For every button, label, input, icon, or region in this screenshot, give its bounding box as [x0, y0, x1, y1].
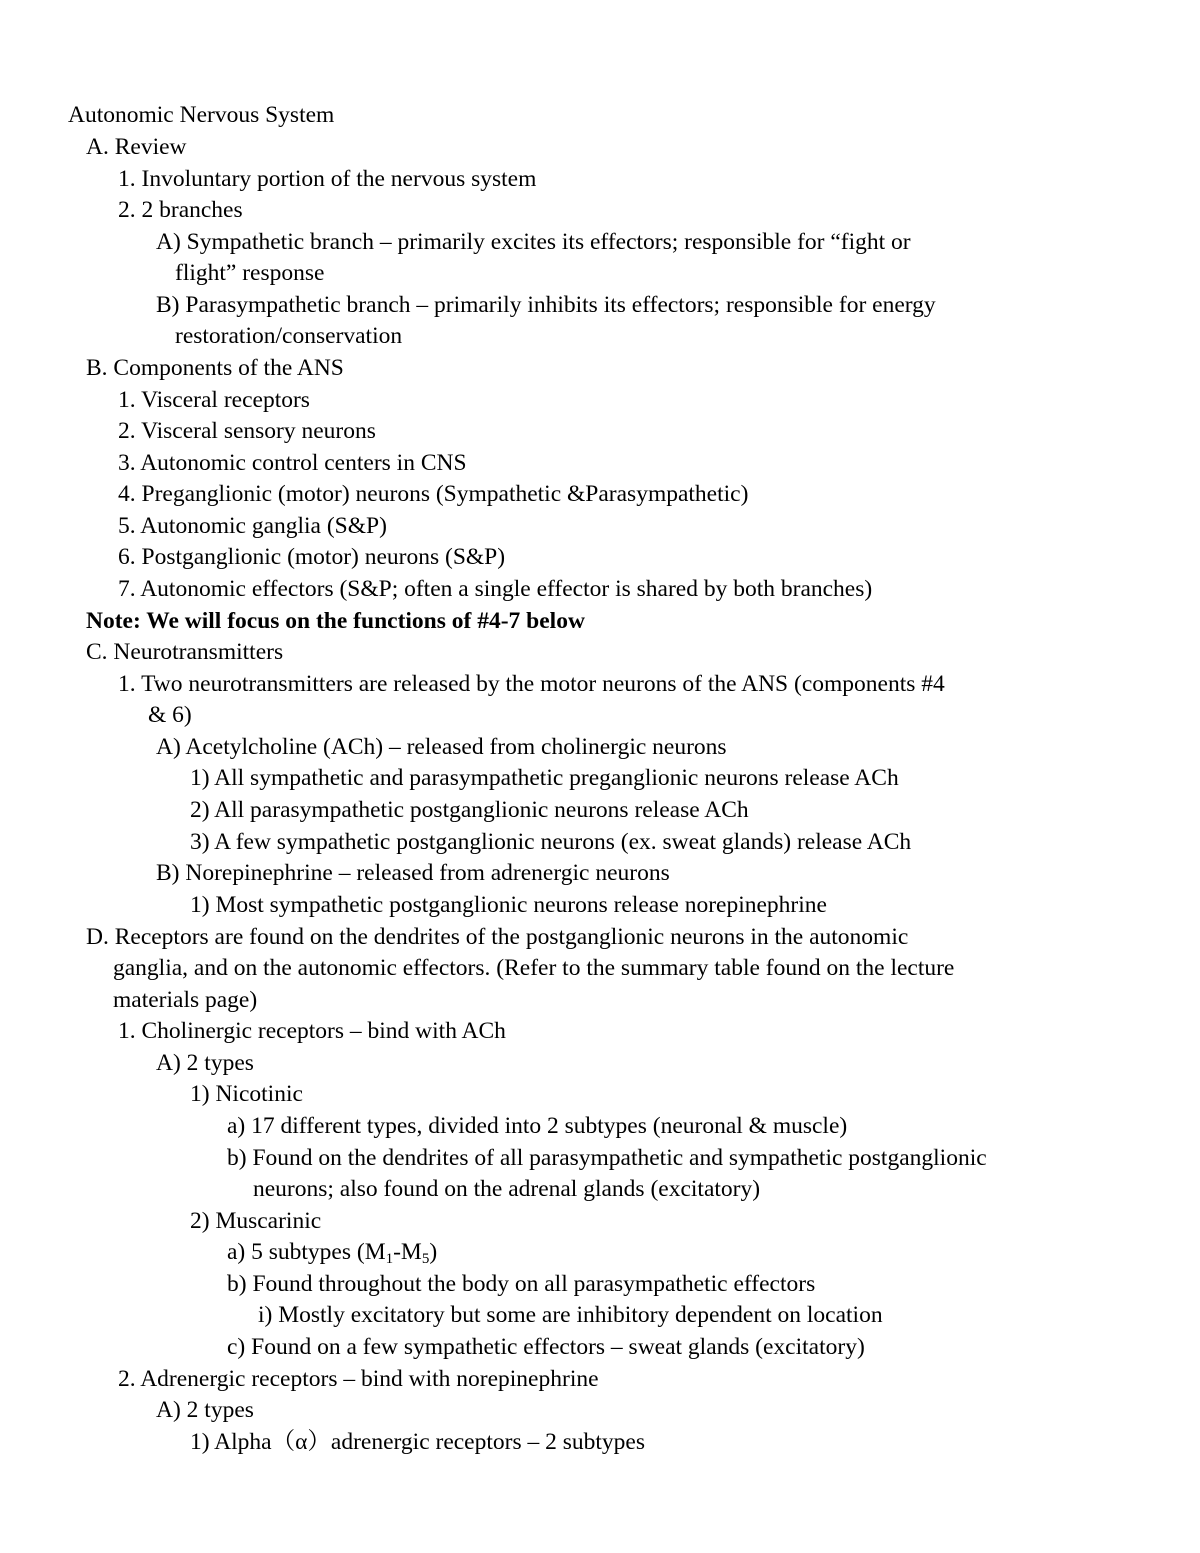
- list-item: 2. 2 branches: [118, 197, 243, 223]
- list-item: A) 2 types: [156, 1397, 254, 1423]
- subscript: 5: [421, 1251, 430, 1267]
- section-d-heading: D. Receptors are found on the dendrites of the postganglionic neurons in the autonomic: [86, 924, 909, 950]
- list-item: a) 17 different types, divided into 2 subtypes (neuronal & muscle): [227, 1113, 848, 1139]
- list-item: 2) Muscarinic: [190, 1208, 322, 1234]
- list-item: 2. Visceral sensory neurons: [118, 418, 376, 444]
- document-title: Autonomic Nervous System: [68, 102, 335, 128]
- list-item: 1. Involuntary portion of the nervous system: [118, 166, 537, 192]
- list-item: 1) Nicotinic: [190, 1081, 303, 1107]
- list-item: c) Found on a few sympathetic effectors – sweat glands (excitatory): [227, 1334, 865, 1360]
- list-item-continuation: neurons; also found on the adrenal glands (excitatory): [253, 1176, 761, 1202]
- list-item: 1) All sympathetic and parasympathetic preganglionic neurons release ACh: [190, 765, 899, 791]
- list-item-continuation: flight” response: [175, 260, 325, 286]
- list-item: 1. Visceral receptors: [118, 387, 310, 413]
- section-c-heading: C. Neurotransmitters: [86, 639, 284, 665]
- list-item: B) Parasympathetic branch – primarily inhibits its effectors; responsible for energy: [156, 292, 936, 318]
- paragraph-continuation: ganglia, and on the autonomic effectors. (Refer to the summary table found on the lecture: [113, 955, 955, 981]
- list-item: 1) Most sympathetic postganglionic neurons release norepinephrine: [190, 892, 827, 918]
- list-item: 1) Alpha（α）adrenergic receptors – 2 subtypes: [190, 1429, 645, 1455]
- list-item: [227, 1241, 437, 1265]
- list-item: i) Mostly excitatory but some are inhibitory dependent on location: [258, 1302, 883, 1328]
- list-item: 3) A few sympathetic postganglionic neurons (ex. sweat glands) release ACh: [190, 829, 912, 855]
- muscarinic-subtypes-text: ): [429, 1239, 438, 1265]
- list-item-continuation: restoration/conservation: [175, 323, 403, 349]
- list-item: 7. Autonomic effectors (S&P; often a single effector is shared by both branches): [118, 576, 873, 602]
- list-item: 1. Cholinergic receptors – bind with ACh: [118, 1018, 506, 1044]
- list-item: A) 2 types: [156, 1050, 254, 1076]
- paragraph-continuation: materials page): [113, 987, 258, 1013]
- list-item: 6. Postganglionic (motor) neurons (S&P): [118, 544, 506, 570]
- muscarinic-subtypes-text: -M: [393, 1239, 422, 1265]
- list-item: A) Sympathetic branch – primarily excites its effectors; responsible for “fight or: [156, 229, 911, 255]
- list-item: B) Norepinephrine – released from adrenergic neurons: [156, 860, 670, 886]
- list-item: 1. Two neurotransmitters are released by the motor neurons of the ANS (components #4: [118, 671, 945, 697]
- note-text: Note: We will focus on the functions of #4-7 below: [86, 608, 585, 634]
- muscarinic-subtypes-text: a) 5 subtypes (M: [227, 1239, 386, 1265]
- section-b-heading: B. Components of the ANS: [86, 355, 344, 381]
- list-item: 5. Autonomic ganglia (S&P): [118, 513, 387, 539]
- list-item: 2) All parasympathetic postganglionic neurons release ACh: [190, 797, 749, 823]
- list-item: b) Found throughout the body on all parasympathetic effectors: [227, 1271, 816, 1297]
- list-item: b) Found on the dendrites of all parasympathetic and sympathetic postganglionic: [227, 1145, 987, 1171]
- list-item-continuation: & 6): [148, 702, 192, 728]
- list-item: 2. Adrenergic receptors – bind with norepinephrine: [118, 1366, 599, 1392]
- list-item: A) Acetylcholine (ACh) – released from cholinergic neurons: [156, 734, 727, 760]
- list-item: 4. Preganglionic (motor) neurons (Sympathetic &Parasympathetic): [118, 481, 749, 507]
- list-item: 3. Autonomic control centers in CNS: [118, 450, 467, 476]
- subscript: 1: [385, 1251, 394, 1267]
- section-a-heading: A. Review: [86, 134, 187, 160]
